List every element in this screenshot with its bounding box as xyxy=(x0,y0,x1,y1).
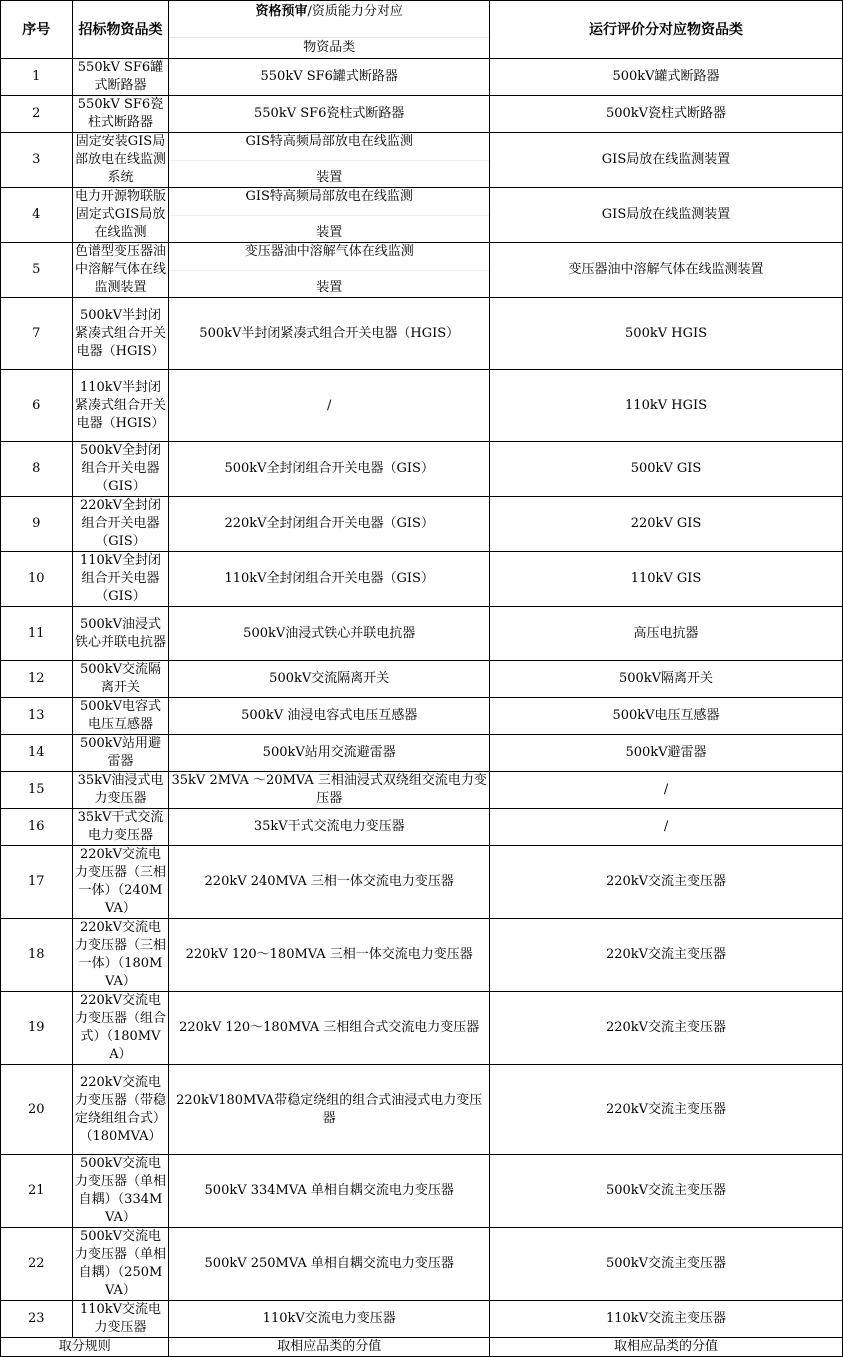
row-qual-category: 220kV 120～180MVA 三相组合式交流电力变压器 xyxy=(169,992,490,1065)
row-qual-category: 500kV 250MVA 单相自耦交流电力变压器 xyxy=(169,1228,490,1301)
row-bid-category: 500kV全封闭组合开关电器（GIS） xyxy=(72,442,169,497)
row-eval-category: 500kV电压互感器 xyxy=(490,698,843,735)
table-row xyxy=(1,661,843,698)
row-qual-line2: 装置 xyxy=(169,160,489,188)
row-qual-category: 500kV全封闭组合开关电器（GIS） xyxy=(169,442,490,497)
row-eval-category: 220kV交流主变压器 xyxy=(490,1065,843,1155)
row-no: 6 xyxy=(1,370,73,442)
footer-eval-rule: 取相应品类的分值 xyxy=(490,1338,843,1357)
row-bid-category: 110kV半封闭紧凑式组合开关电器（HGIS） xyxy=(72,370,169,442)
col-header-qual-bold: 资格预审 xyxy=(255,4,308,19)
row-eval-category: / xyxy=(490,809,843,846)
row-eval-category: GIS局放在线监测装置 xyxy=(490,133,843,188)
table-row xyxy=(1,846,843,919)
row-qual-line1: GIS特高频局部放电在线监测 xyxy=(245,134,413,149)
row-no: 20 xyxy=(1,1065,73,1155)
col-header-qual-rest: /资质能力分对应 xyxy=(307,4,403,19)
row-no: 8 xyxy=(1,442,73,497)
row-eval-category: 变压器油中溶解气体在线监测装置 xyxy=(490,243,843,298)
row-bid-category: 220kV交流电力变压器（三相一体）（180MVA） xyxy=(72,919,169,992)
row-bid-category: 500kV交流隔离开关 xyxy=(72,661,169,698)
row-no: 4 xyxy=(1,188,73,243)
table-row xyxy=(1,552,843,607)
table-row xyxy=(1,919,843,992)
row-bid-category: 色谱型变压器油中溶解气体在线监测装置 xyxy=(72,243,169,298)
row-bid-category: 110kV全封闭组合开关电器（GIS） xyxy=(72,552,169,607)
row-eval-category: 500kV隔离开关 xyxy=(490,661,843,698)
row-qual-category: 220kV 240MVA 三相一体交流电力变压器 xyxy=(169,846,490,919)
table-row xyxy=(1,497,843,552)
row-no: 14 xyxy=(1,735,73,772)
row-bid-category: 550kV SF6瓷柱式断路器 xyxy=(72,96,169,133)
row-eval-category: 高压电抗器 xyxy=(490,607,843,661)
row-no: 22 xyxy=(1,1228,73,1301)
row-no: 9 xyxy=(1,497,73,552)
row-eval-category: 110kV交流主变压器 xyxy=(490,1301,843,1338)
row-qual-category xyxy=(169,243,490,298)
table-row xyxy=(1,1155,843,1228)
col-header-bid: 招标物资品类 xyxy=(72,1,169,59)
row-no: 11 xyxy=(1,607,73,661)
row-no: 16 xyxy=(1,809,73,846)
row-eval-category: / xyxy=(490,772,843,809)
table-row xyxy=(1,1065,843,1155)
table-row xyxy=(1,243,843,298)
table-row xyxy=(1,188,843,243)
table-row xyxy=(1,992,843,1065)
row-no: 12 xyxy=(1,661,73,698)
row-no: 10 xyxy=(1,552,73,607)
table-row xyxy=(1,442,843,497)
row-qual-category: 550kV SF6罐式断路器 xyxy=(169,59,490,96)
table-row xyxy=(1,607,843,661)
row-bid-category: 电力开源物联版固定式GIS局放在线监测 xyxy=(72,188,169,243)
row-qual-line2: 装置 xyxy=(169,270,489,298)
row-eval-category: 110kV GIS xyxy=(490,552,843,607)
row-qual-category: 500kV站用交流避雷器 xyxy=(169,735,490,772)
row-qual-category: 110kV交流电力变压器 xyxy=(169,1301,490,1338)
row-no: 1 xyxy=(1,59,73,96)
table-row xyxy=(1,96,843,133)
row-bid-category: 110kV交流电力变压器 xyxy=(72,1301,169,1338)
row-eval-category: 500kV瓷柱式断路器 xyxy=(490,96,843,133)
row-bid-category: 35kV干式交流电力变压器 xyxy=(72,809,169,846)
row-eval-category: 500kV避雷器 xyxy=(490,735,843,772)
row-qual-category: 35kV 2MVA ～20MVA 三相油浸式双绕组交流电力变压器 xyxy=(169,772,490,809)
row-eval-category: 500kV交流主变压器 xyxy=(490,1228,843,1301)
row-eval-category: 110kV HGIS xyxy=(490,370,843,442)
footer-qual-rule: 取相应品类的分值 xyxy=(169,1338,490,1357)
row-bid-category: 220kV交流电力变压器（三相一体）（240MVA） xyxy=(72,846,169,919)
row-qual-line1: 变压器油中溶解气体在线监测 xyxy=(244,244,414,259)
table-row xyxy=(1,698,843,735)
table-row xyxy=(1,298,843,370)
row-no: 3 xyxy=(1,133,73,188)
row-eval-category: GIS局放在线监测装置 xyxy=(490,188,843,243)
row-bid-category: 500kV电容式电压互感器 xyxy=(72,698,169,735)
row-no: 23 xyxy=(1,1301,73,1338)
row-qual-category: 35kV干式交流电力变压器 xyxy=(169,809,490,846)
row-qual-category: 500kV 334MVA 单相自耦交流电力变压器 xyxy=(169,1155,490,1228)
row-no: 5 xyxy=(1,243,73,298)
row-no: 7 xyxy=(1,298,73,370)
row-no: 15 xyxy=(1,772,73,809)
row-qual-category: 220kV180MVA带稳定绕组的组合式油浸式电力变压器 xyxy=(169,1065,490,1155)
col-header-eval: 运行评价分对应物资品类 xyxy=(490,1,843,59)
row-bid-category: 500kV油浸式铁心并联电抗器 xyxy=(72,607,169,661)
table-row xyxy=(1,809,843,846)
row-eval-category: 500kV GIS xyxy=(490,442,843,497)
row-no: 13 xyxy=(1,698,73,735)
row-qual-category xyxy=(169,188,490,243)
row-no: 21 xyxy=(1,1155,73,1228)
table-row xyxy=(1,1301,843,1338)
row-bid-category: 220kV交流电力变压器（带稳定绕组组合式）（180MVA） xyxy=(72,1065,169,1155)
row-no: 18 xyxy=(1,919,73,992)
row-qual-line1: GIS特高频局部放电在线监测 xyxy=(245,189,413,204)
col-header-no: 序号 xyxy=(1,1,73,59)
row-no: 17 xyxy=(1,846,73,919)
row-bid-category: 500kV半封闭紧凑式组合开关电器（HGIS） xyxy=(72,298,169,370)
row-qual-category: 500kV交流隔离开关 xyxy=(169,661,490,698)
table-row xyxy=(1,59,843,96)
row-bid-category: 500kV站用避雷器 xyxy=(72,735,169,772)
table-row xyxy=(1,370,843,442)
row-qual-category: 220kV全封闭组合开关电器（GIS） xyxy=(169,497,490,552)
row-bid-category: 220kV全封闭组合开关电器（GIS） xyxy=(72,497,169,552)
row-qual-category: / xyxy=(169,370,490,442)
row-eval-category: 500kV交流主变压器 xyxy=(490,1155,843,1228)
row-qual-category xyxy=(169,133,490,188)
row-qual-category: 500kV半封闭紧凑式组合开关电器（HGIS） xyxy=(169,298,490,370)
row-bid-category: 500kV交流电力变压器（单相自耦）（250MVA） xyxy=(72,1228,169,1301)
row-no: 19 xyxy=(1,992,73,1065)
row-eval-category: 500kV HGIS xyxy=(490,298,843,370)
row-qual-category: 500kV油浸式铁心并联电抗器 xyxy=(169,607,490,661)
table-row xyxy=(1,133,843,188)
table-row xyxy=(1,735,843,772)
footer-row xyxy=(1,1338,843,1357)
row-qual-line2: 装置 xyxy=(169,215,489,243)
table-row xyxy=(1,1228,843,1301)
row-bid-category: 220kV交流电力变压器（组合式）（180MVA） xyxy=(72,992,169,1065)
row-qual-category: 220kV 120～180MVA 三相一体交流电力变压器 xyxy=(169,919,490,992)
row-eval-category: 220kV交流主变压器 xyxy=(490,846,843,919)
row-bid-category: 550kV SF6罐式断路器 xyxy=(72,59,169,96)
footer-rule-label: 取分规则 xyxy=(1,1338,169,1357)
row-eval-category: 500kV罐式断路器 xyxy=(490,59,843,96)
header-row xyxy=(1,1,843,59)
row-eval-category: 220kV交流主变压器 xyxy=(490,992,843,1065)
col-header-qual xyxy=(169,1,490,59)
row-bid-category: 500kV交流电力变压器（单相自耦）（334MVA） xyxy=(72,1155,169,1228)
row-bid-category: 35kV油浸式电力变压器 xyxy=(72,772,169,809)
row-eval-category: 220kV交流主变压器 xyxy=(490,919,843,992)
row-eval-category: 220kV GIS xyxy=(490,497,843,552)
row-qual-category: 110kV全封闭组合开关电器（GIS） xyxy=(169,552,490,607)
col-header-qual-sub: 物资品类 xyxy=(169,37,489,58)
row-qual-category: 550kV SF6瓷柱式断路器 xyxy=(169,96,490,133)
row-bid-category: 固定安装GIS局部放电在线监测系统 xyxy=(72,133,169,188)
row-qual-category: 500kV 油浸电容式电压互感器 xyxy=(169,698,490,735)
row-no: 2 xyxy=(1,96,73,133)
table-row xyxy=(1,772,843,809)
